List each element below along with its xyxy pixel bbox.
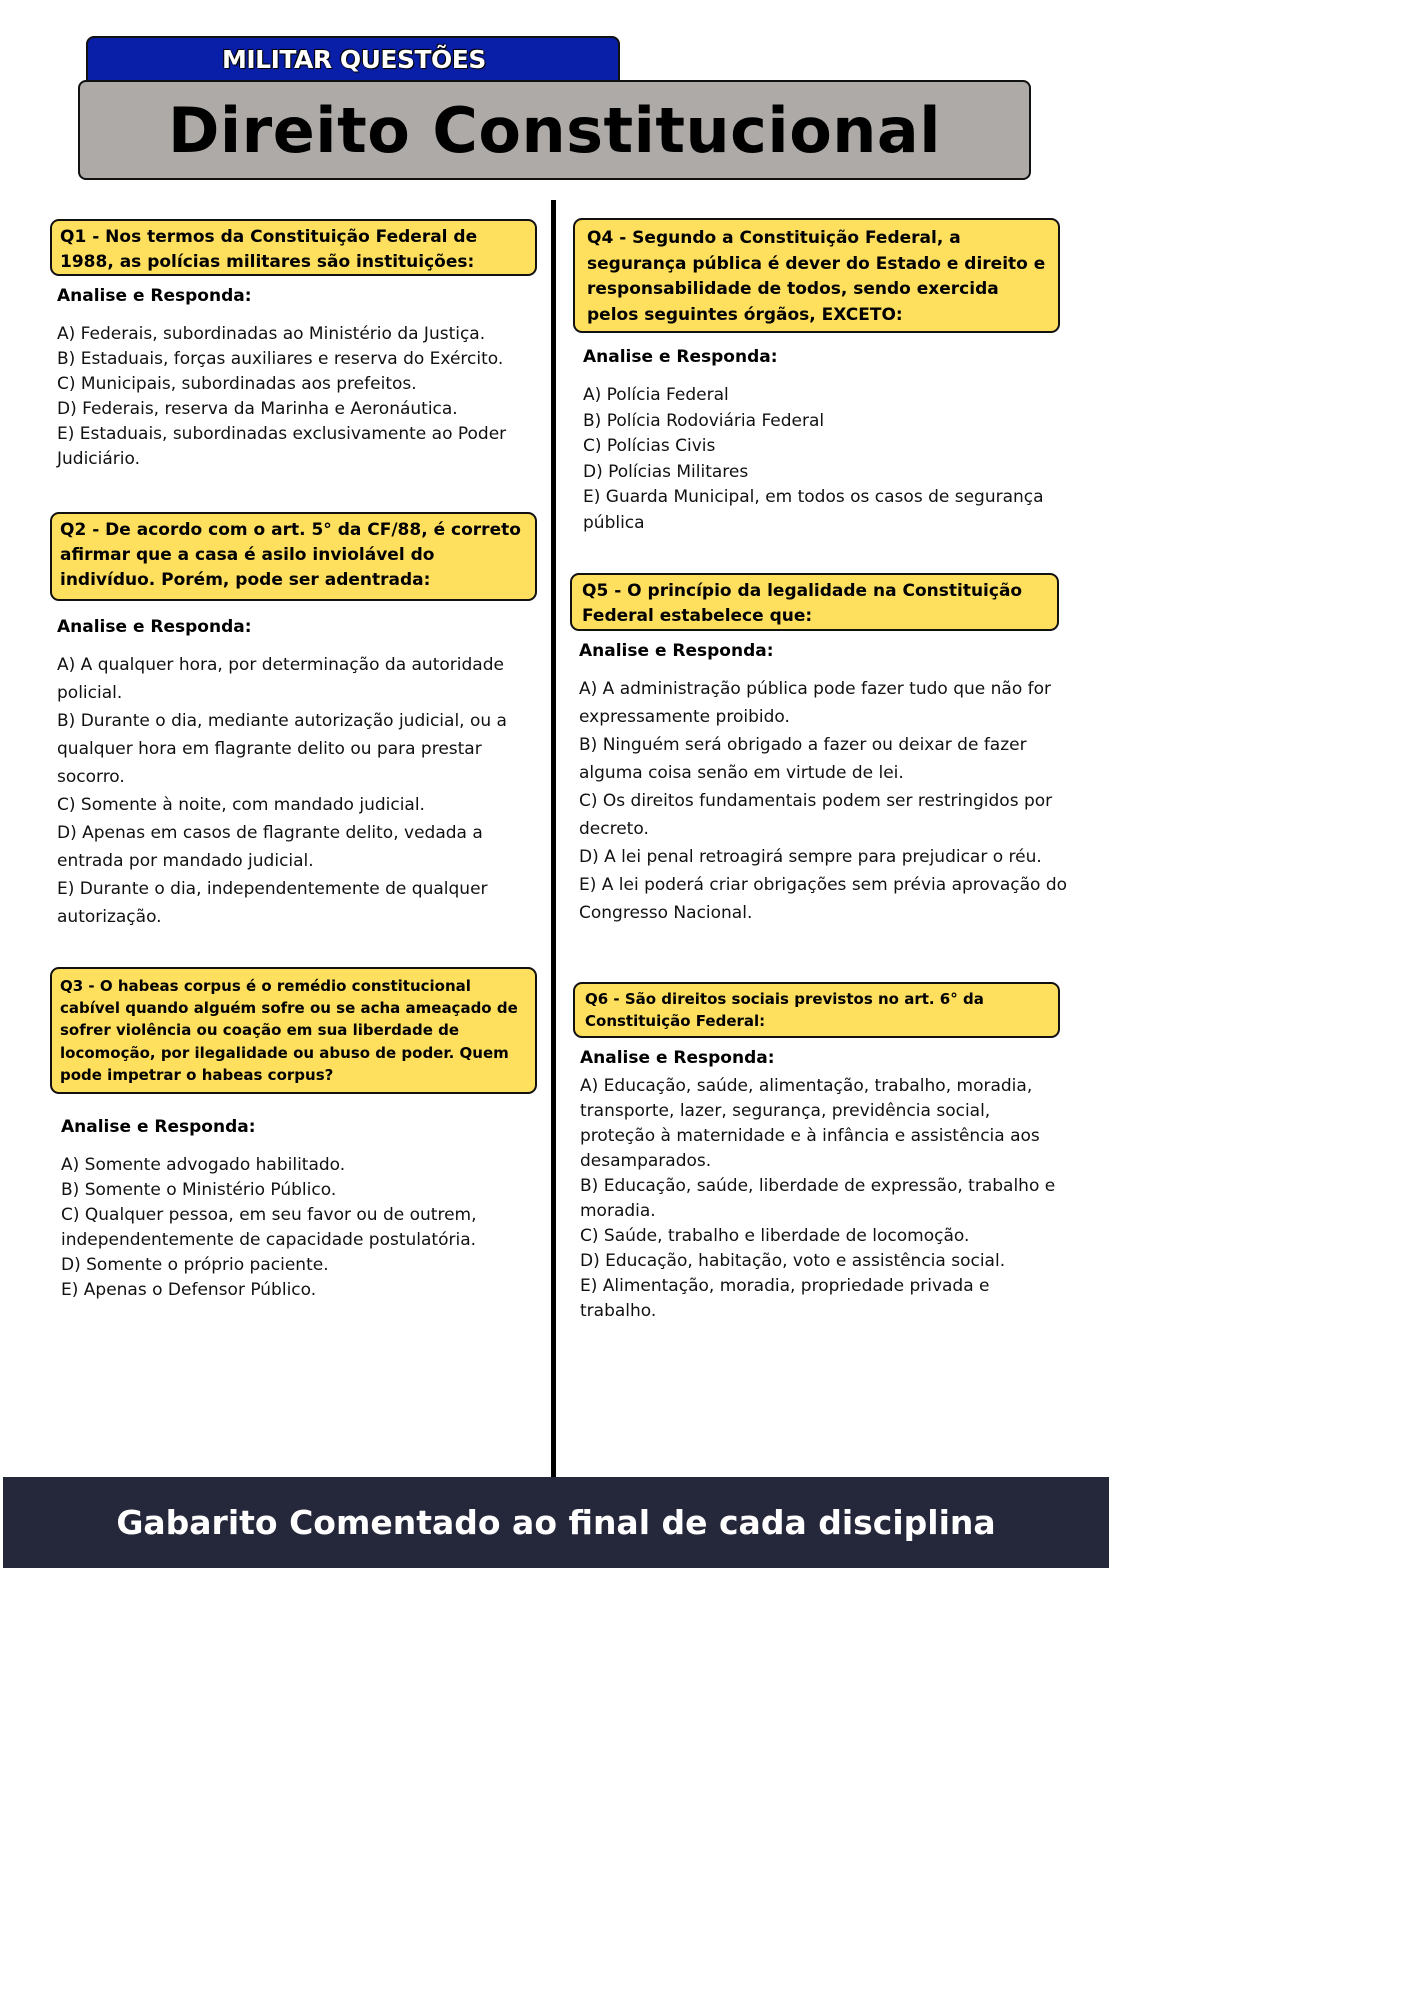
question-6-prompt: Q6 - São direitos sociais previstos no art. 6° da Constituição Federal: [585,990,984,1030]
option-b[interactable]: B) Durante o dia, mediante autorização judicial, ou a qualquer hora em flagrante delito ou para prestar socorro. [57,711,507,787]
option-d[interactable]: D) A lei penal retroagirá sempre para prejudicar o réu. [579,847,1042,867]
question-2-options [57,651,539,931]
brand-label: MILITAR QUESTÕES [222,45,486,74]
question-3-prompt: Q3 - O habeas corpus é o remédio constitucional cabível quando alguém sofre ou se acha ameaçado de sofrer violência ou coação em sua liberdade de locomoção, por ilegalidade ou abuso de poder. Quem pode impetrar o habeas corpus? [60,977,518,1084]
option-e[interactable]: E) A lei poderá criar obrigações sem prévia aprovação do Congresso Nacional. [579,875,1068,923]
option-c[interactable]: C) Polícias Civis [583,436,716,456]
question-5-prompt: Q5 - O princípio da legalidade na Constituição Federal estabelece que: [582,581,1023,626]
question-4-instruction: Analise e Responda: [583,347,778,367]
question-6-options [580,1074,1060,1324]
option-d[interactable]: D) Apenas em casos de flagrante delito, vedada a entrada por mandado judicial. [57,823,483,871]
option-a[interactable]: A) Somente advogado habilitado. [61,1155,346,1175]
brand-tab [86,36,620,82]
footer-bar [3,1477,1109,1568]
option-a[interactable]: A) A administração pública pode fazer tudo que não for expressamente proibido. [579,679,1052,727]
option-a[interactable]: A) A qualquer hora, por determinação da autoridade policial. [57,655,504,703]
title-banner [78,80,1031,180]
option-e[interactable]: E) Durante o dia, independentemente de qualquer autorização. [57,879,488,927]
option-e[interactable]: E) Alimentação, moradia, propriedade privada e trabalho. [580,1276,990,1321]
question-4-options [583,383,1073,536]
option-c[interactable]: C) Somente à noite, com mandado judicial. [57,795,425,815]
option-b[interactable]: B) Ninguém será obrigado a fazer ou deixar de fazer alguma coisa senão em virtude de lei. [579,735,1027,783]
question-6-instruction: Analise e Responda: [580,1048,775,1068]
footer-text: Gabarito Comentado ao final de cada disciplina [116,1503,996,1542]
option-b[interactable]: B) Educação, saúde, liberdade de expressão, trabalho e moradia. [580,1176,1056,1221]
column-divider [551,200,556,1480]
option-e[interactable]: E) Estaduais, subordinadas exclusivamente ao Poder Judiciário. [57,424,507,469]
option-d[interactable]: D) Somente o próprio paciente. [61,1255,329,1275]
question-2-prompt-box [50,512,537,601]
question-3-options [61,1153,481,1303]
option-c[interactable]: C) Qualquer pessoa, em seu favor ou de outrem, independentemente de capacidade postulatória. [61,1205,477,1250]
question-2-instruction: Analise e Responda: [57,617,252,637]
option-c[interactable]: C) Os direitos fundamentais podem ser restringidos por decreto. [579,791,1053,839]
question-6-prompt-box [573,982,1060,1038]
question-1-prompt-box [50,219,537,276]
option-e[interactable]: E) Guarda Municipal, em todos os casos de segurança pública [583,487,1044,533]
option-d[interactable]: D) Educação, habitação, voto e assistência social. [580,1251,1006,1271]
question-1-prompt: Q1 - Nos termos da Constituição Federal de 1988, as polícias militares são instituições: [60,227,478,272]
question-4-prompt-box [573,218,1060,333]
question-5-prompt-box [570,573,1059,631]
question-4-prompt: Q4 - Segundo a Constituição Federal, a segurança pública é dever do Estado e direito e responsabilidade de todos, sendo exercida pelos seguintes órgãos, EXCETO: [587,228,1046,325]
option-b[interactable]: B) Polícia Rodoviária Federal [583,410,825,431]
option-b[interactable]: B) Estaduais, forças auxiliares e reserva do Exército. [57,349,504,369]
option-a[interactable]: A) Polícia Federal [583,385,729,405]
option-c[interactable]: C) Municipais, subordinadas aos prefeitos. [57,374,417,394]
question-5-instruction: Analise e Responda: [579,641,774,661]
question-3-prompt-box [50,967,537,1094]
question-1-options [57,322,537,472]
question-5-options [579,675,1069,927]
option-e[interactable]: E) Apenas o Defensor Público. [61,1280,317,1300]
option-b[interactable]: B) Somente o Ministério Público. [61,1180,337,1200]
option-a[interactable]: A) Educação, saúde, alimentação, trabalho, moradia, transporte, lazer, segurança, previdência social, proteção à maternidade e à infância e assistência aos desamparados. [580,1076,1040,1171]
option-d[interactable]: D) Polícias Militares [583,461,749,482]
question-2-prompt: Q2 - De acordo com o art. 5° da CF/88, é correto afirmar que a casa é asilo inviolável do indivíduo. Porém, pode ser adentrada: [60,520,521,590]
option-d[interactable]: D) Federais, reserva da Marinha e Aeronáutica. [57,399,458,419]
option-c[interactable]: C) Saúde, trabalho e liberdade de locomoção. [580,1226,970,1246]
question-1-instruction: Analise e Responda: [57,286,252,306]
question-3-instruction: Analise e Responda: [61,1117,256,1137]
option-a[interactable]: A) Federais, subordinadas ao Ministério da Justiça. [57,324,486,344]
page-title: Direito Constitucional [167,93,942,167]
